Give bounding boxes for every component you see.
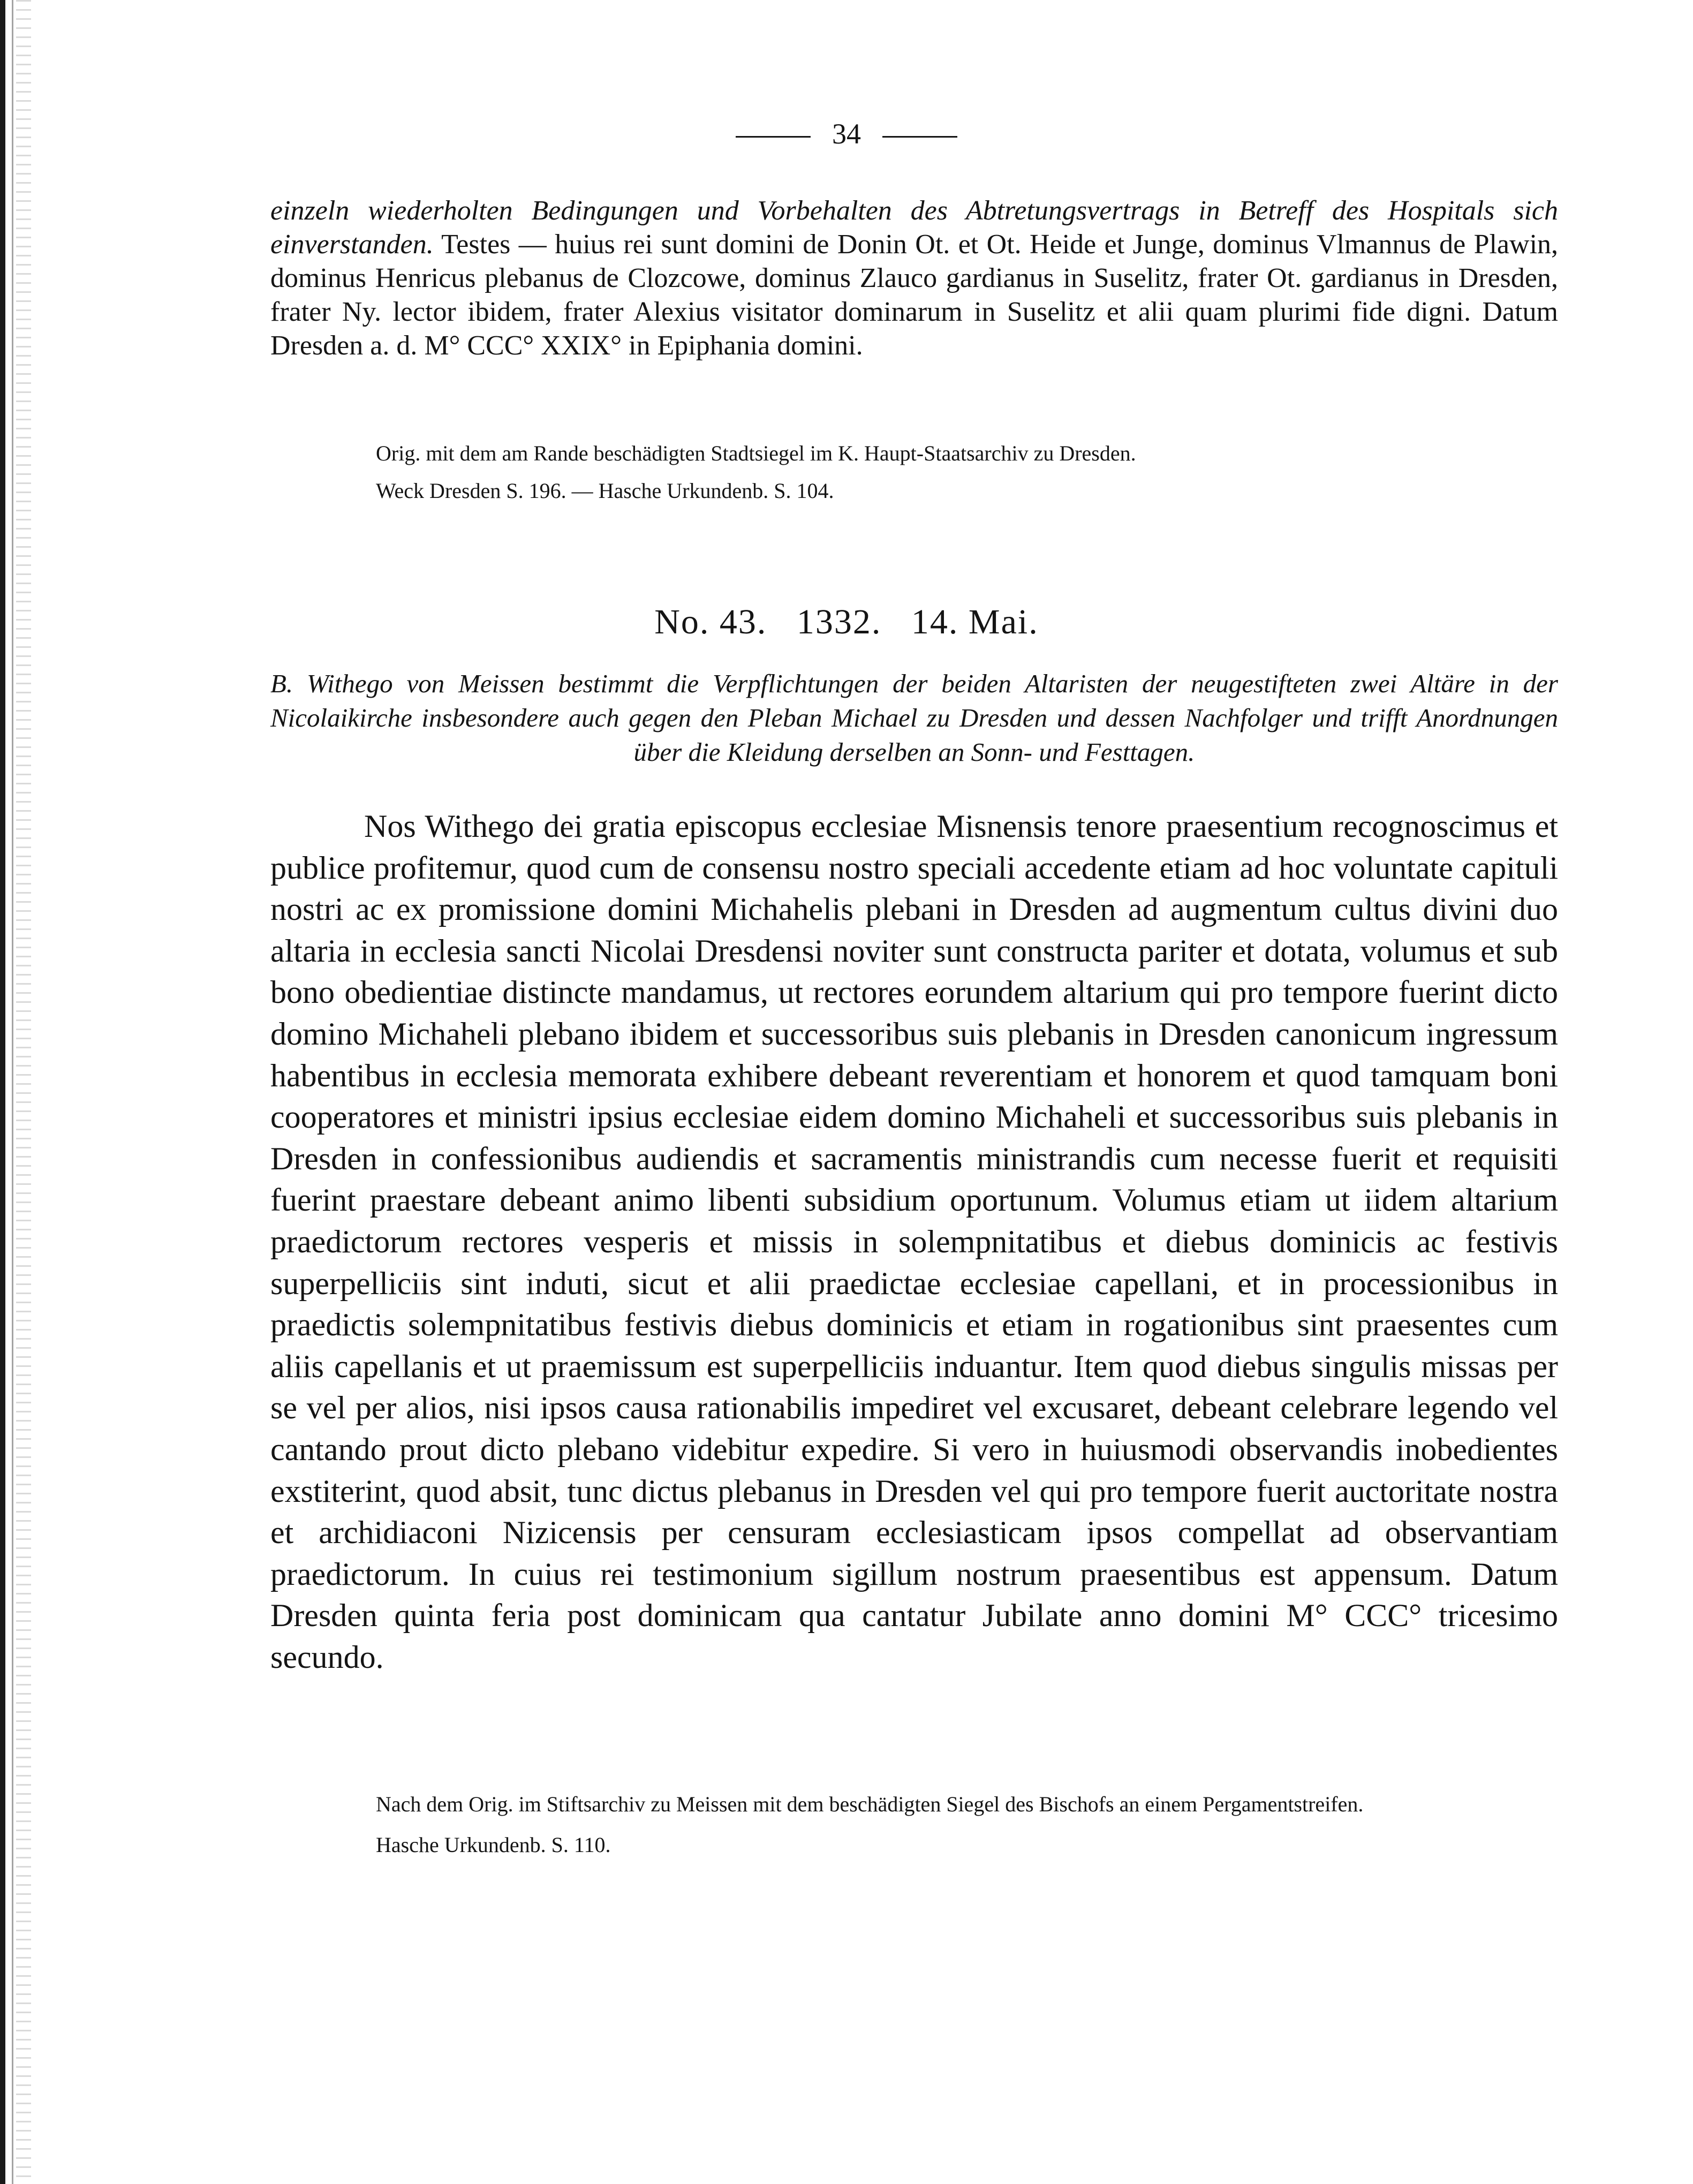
source-note: Orig. mit dem am Rande beschädigten Stadtsiegel im K. Haupt-Staatsarchiv zu Dresden. (376, 441, 1136, 465)
intro-german-italic: einzeln wiederholten Bedingungen und Vorbehalten des Abtretungsvertrags in Betreff des Hospitals sich einverstanden. (270, 195, 1558, 260)
reference-note: Weck Dresden S. 196. — Hasche Urkundenb. S. 104. (376, 479, 834, 503)
page-header (0, 117, 1693, 151)
scan-edge-line (12, 0, 13, 2184)
reference-note: Hasche Urkundenb. S. 110. (376, 1833, 611, 1857)
document-heading: No. 43. 1332. 14. Mai. (654, 602, 1039, 641)
intro-latin-text: Testes — huius rei sunt domini de Donin Ot. et Ot. Heide et Junge, dominus Vlmannus de Plawin, dominus Henricus plebanus de Clozcowe, dominus Zlauco gardianus in Suselitz, frater Ot. gardianus in Dresden, frater Ny. lector ibidem, frater Alexius visitator dominarum in Suselitz et alii quam plurimi fide digni. Datum Dresden a. d. M° CCC° XXIX° in Epiphania domini. (270, 229, 1559, 361)
page-number: 34 (832, 118, 861, 150)
header-rule-right (882, 136, 957, 138)
document-body: Nos Withego dei gratia episcopus ecclesiae Misnensis tenore praesentium recognoscimus et publice profitemur, quod cum de consensu nostro speciali accedente etiam ad hoc voluntate capituli nostri ac ex promissione domini Michahelis plebani in Dresden ad augmentum cultus divini duo altaria in ecclesia sancti Nicolai Dresdensi noviter sunt constructa pariter et dotata, volumus et sub bono obedientiae distincte mandamus, ut rectores eorundem altarium qui pro tempore fuerint dicto domino Michaheli plebano ibidem et successoribus suis plebanis in Dresden canonicum ingressum habentibus in ecclesia memorata exhibere debeant reverentiam et honorem et quod tamquam boni cooperatores et ministri ipsius ecclesiae eidem domino Michaheli et successoribus suis plebanis in Dresden in confessionibus audiendis et sacramentis ministrandis cum necesse fuerit et requisiti fuerint praestare debeant animo libenti subsidium oportunum. Volumus etiam ut iidem altarium praedictorum rectores vesperis et missis in solempnitatibus et diebus dominicis ac festivis superpelliciis sint induti, sicut et alii praedictae ecclesiae capellani, et in processionibus in praedictis solempnitatibus festivis diebus dominicis et etiam in rogationibus sint praesentes cum aliis capellanis et ut praemissum est superpelliciis induantur. Item quod diebus singulis missas per se vel per alios, nisi ipsos causa rationabilis impediret vel excusaret, debeant celebrare legendo vel cantando prout dicto plebano videbitur expedire. Si vero in huiusmodi observandis inobedientes exstiterint, quod absit, tunc dictus plebanus in Dresden vel qui pro tempore fuerit auctoritate nostra et archidiaconi Nizicensis per censuram ecclesiasticam ipsos compellat ad observantiam praedictorum. In cuius rei testimonium sigillum nostrum praesentibus est appensum. Datum Dresden quinta feria post dominicam qua cantatur Jubilate anno domini M° CCC° tricesimo secundo. (270, 808, 1558, 1675)
header-rule-left (736, 136, 811, 138)
source-note: Nach dem Orig. im Stiftsarchiv zu Meissen mit dem beschädigten Siegel des Bischofs an einem Pergamentstreifen. (376, 1792, 1364, 1816)
document-summary: B. Withego von Meissen bestimmt die Verpflichtungen der beiden Altaristen der neugestifteten zwei Altäre in der Nicolaikirche insbesondere auch gegen den Pleban Michael zu Dresden und dessen Nachfolger und trifft Anordnungen über die Kleidung derselben an Sonn- und Festtagen. (270, 669, 1558, 767)
previous-document-notes (376, 435, 1558, 510)
scan-edge-noise (16, 0, 31, 2184)
scan-edge-shadow (0, 0, 5, 2184)
previous-document-conclusion (270, 194, 1558, 362)
document-notes (376, 1787, 1558, 1862)
